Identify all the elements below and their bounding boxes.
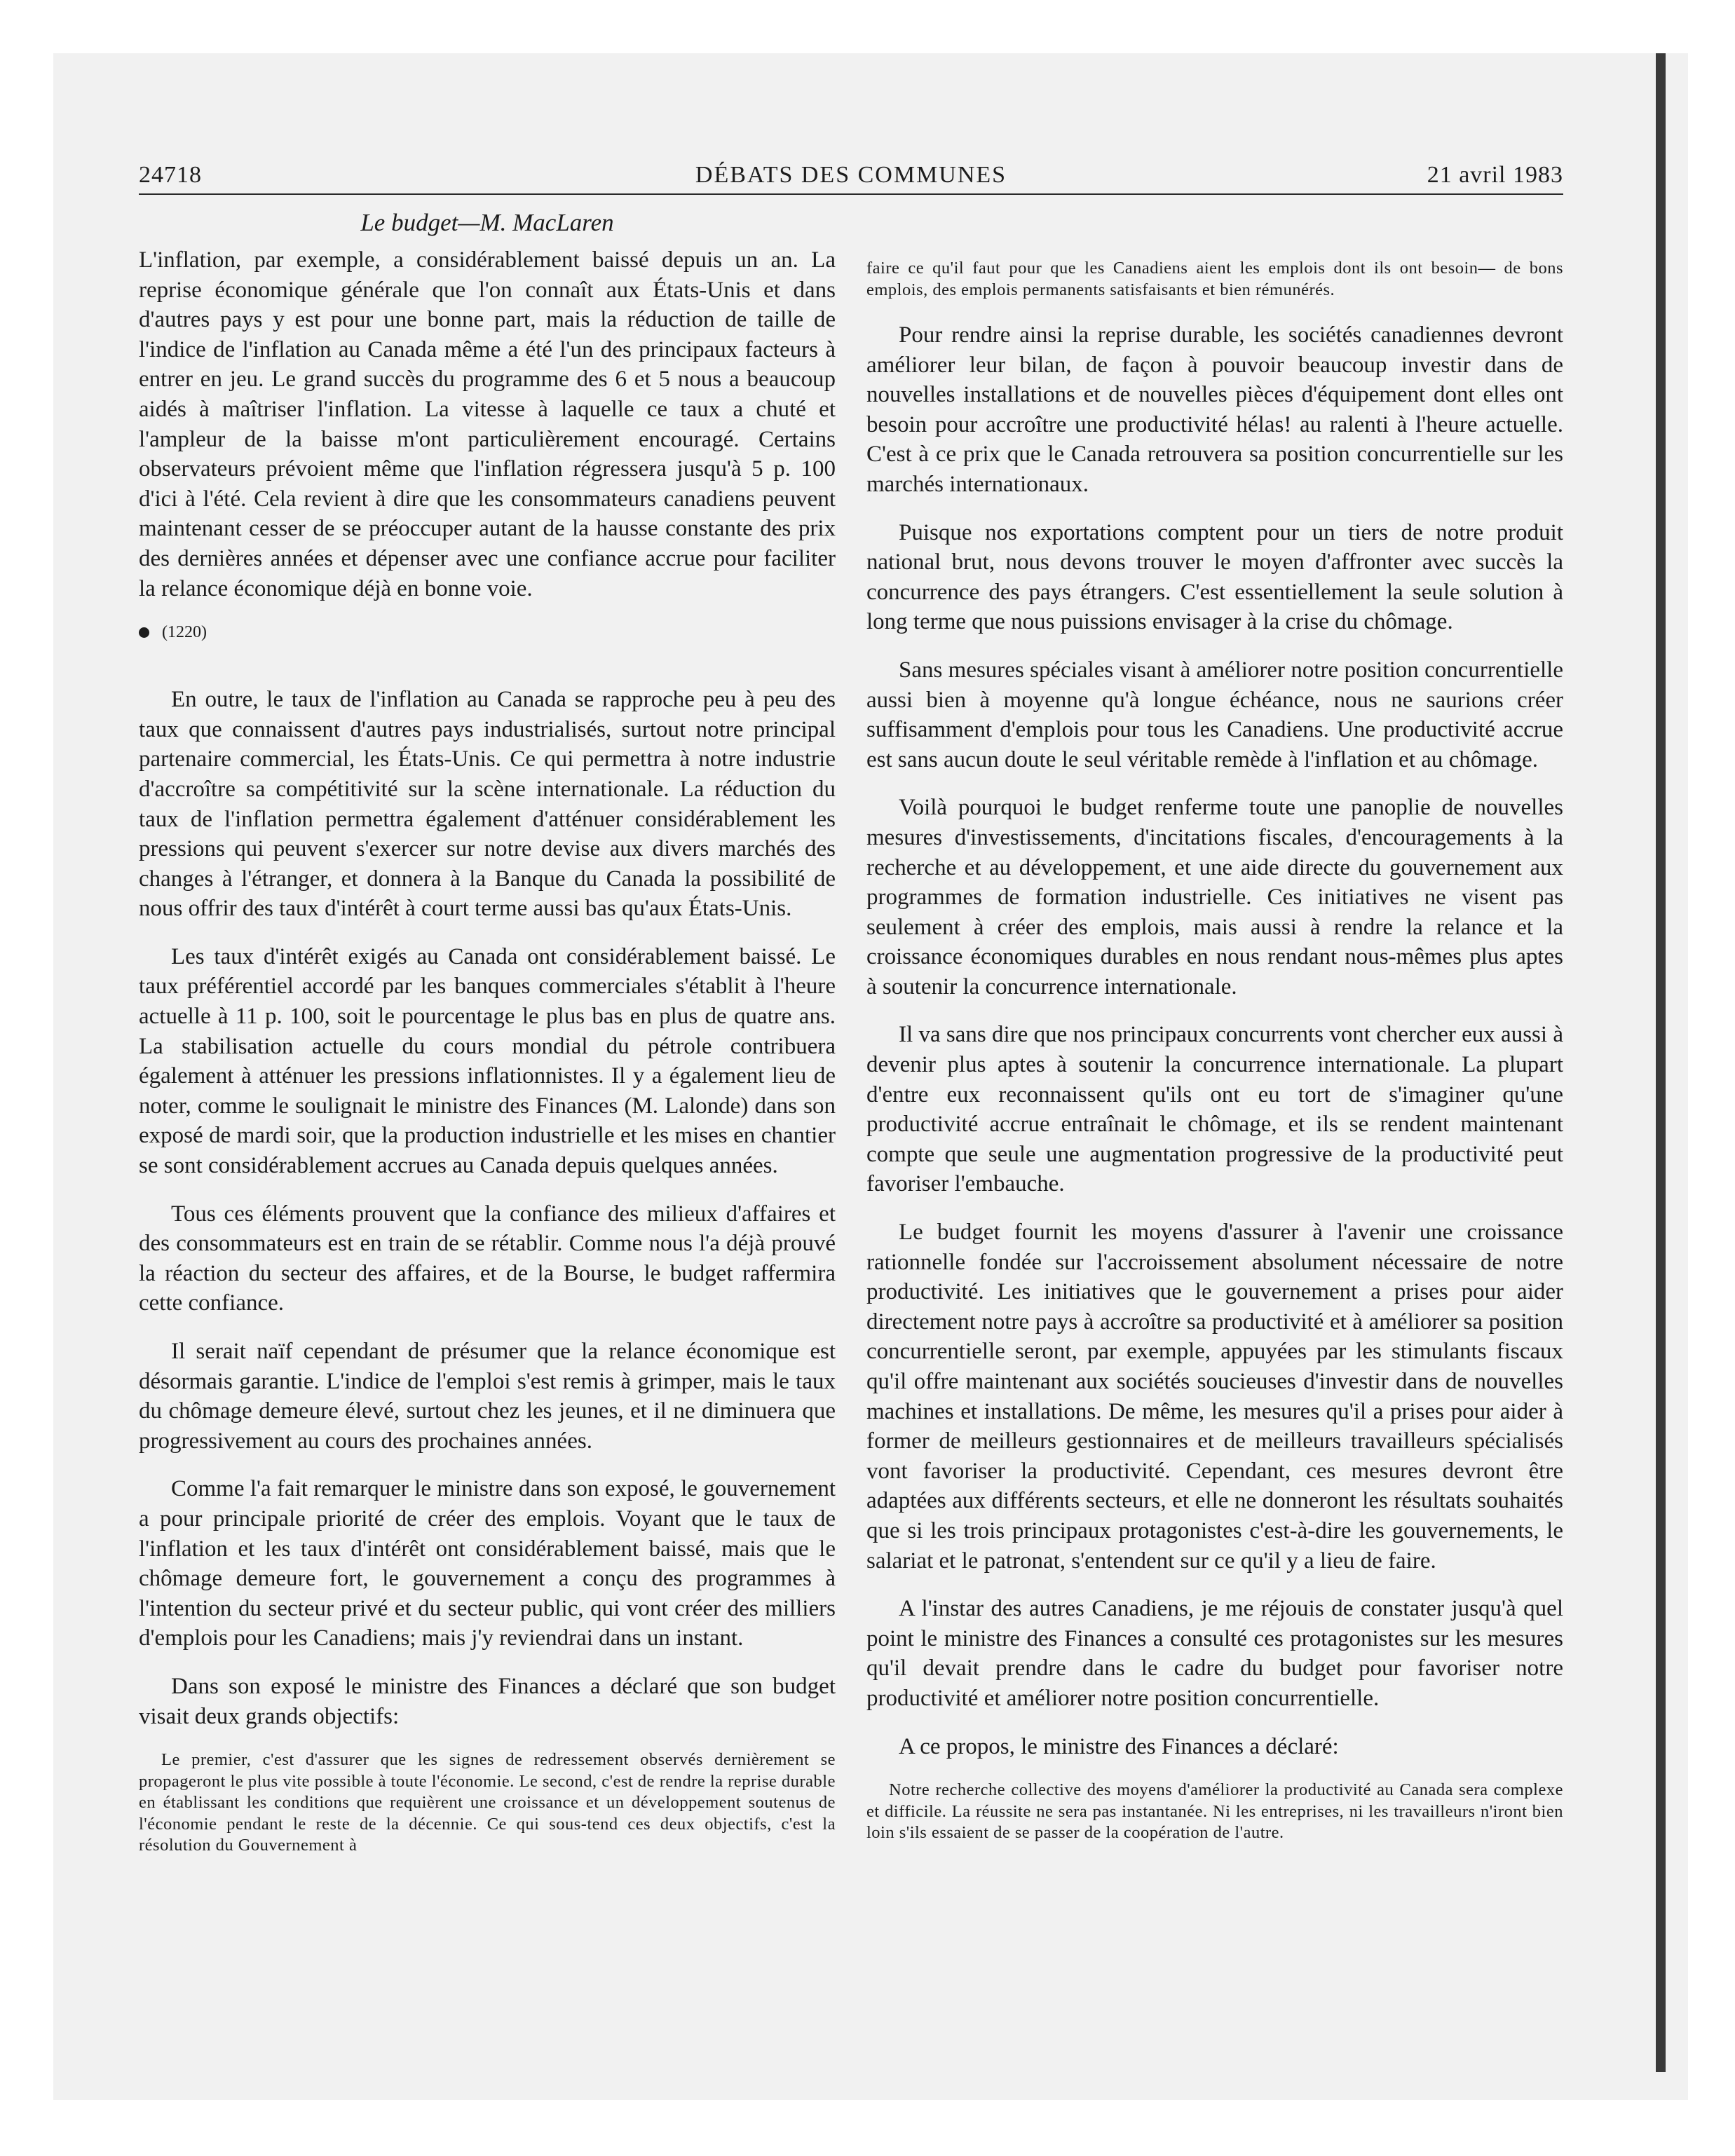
running-head: Le budget—M. MacLaren <box>360 209 614 236</box>
right-column <box>866 258 1563 1864</box>
paragraph: A ce propos, le ministre des Finances a déclaré: <box>899 1733 1339 1759</box>
paragraph: Comme l'a fait remarquer le ministre dans son exposé, le gouvernement a pour principale priorité de créer des emplois. Voyant que le taux de l'inflation et les taux d'intérêt ont considérablement baissé, mais que le chômage demeure fort, le gouvernement a conçu des programmes à l'intention du secteur privé et du secteur public, qui vont créer des milliers d'emplois pour les Canadiens; mais j'y reviendrai dans un instant. <box>139 1476 836 1651</box>
paragraph: Les taux d'intérêt exigés au Canada ont considérablement baissé. Le taux préférentiel accordé par les banques commerciales s'établit à l'heure actuelle à 11 p. 100, soit le pourcentage le plus bas en plus de quatre ans. La stabilisation actuelle du cours mondial du pétrole contribuera également à atténuer les pressions inflationnistes. Il y a également lieu de noter, comme le soulignait le ministre des Finances (M. Lalonde) dans son exposé de mardi soir, que la production industrielle et les mises en chantier se sont considérablement accrues au Canada depuis quelques années. <box>139 943 836 1179</box>
paragraph: Puisque nos exportations comptent pour un tiers de notre produit national brut, nous devons trouver le moyen d'affronter avec succès la concurrence des pays étrangers. C'est essentiellement la seule solution à long terme que nous puissions envisager à la crise du chômage. <box>866 519 1563 635</box>
paragraph: Il serait naïf cependant de présumer que la relance économique est désormais garantie. L'indice de l'emploi s'est remis à grimper, mais le taux du chômage demeure élevé, surtout chez les jeunes, et il ne diminuera que progressivement au cours des prochaines années. <box>139 1339 836 1454</box>
bullet-icon <box>139 627 149 638</box>
page-header <box>139 161 1563 195</box>
block-quote-continued: faire ce qu'il faut pour que les Canadiens aient les emplois dont ils ont besoin— de bons emplois, des emplois permanents satisfaisants et bien rémunérés. <box>866 259 1563 299</box>
sitting-date: 21 avril 1983 <box>1427 162 1563 188</box>
page-number: 24718 <box>139 162 202 188</box>
paragraph: Pour rendre ainsi la reprise durable, les sociétés canadiennes devront améliorer leur bilan, de façon à pouvoir beaucoup investir dans de nouvelles installations et de nouvelles pièces d'équipement dont elles ont besoin pour accroître une productivité hélas! au ralenti à l'heure actuelle. C'est à ce prix que le Canada retrouvera sa position concurrentielle sur les marchés internationaux. <box>866 322 1563 497</box>
block-quote: Le premier, c'est d'assurer que les signes de redressement observés dernièrement se propageront le plus vite possible à toute l'économie. Le second, c'est de rendre la reprise durable en établissant les conditions que requièrent une croissance et un développement soutenus de l'économie pendant le reste de la décennie. Ce qui sous-tend ces deux objectifs, c'est la résolution du Gouvernement à <box>139 1750 836 1855</box>
paragraph: L'inflation, par exemple, a considérablement baissé depuis un an. La reprise économique générale que l'on connaît aux États-Unis et dans d'autres pays y est pour une bonne part, mais la réduction de taille de l'indice de l'inflation au Canada même a été l'un des principaux facteurs à entrer en jeu. Le grand succès du programme des 6 et 5 nous a beaucoup aidés à maîtriser l'inflation. La vitesse à laquelle ce taux a chuté et l'ampleur de la baisse m'ont particulièrement encouragé. Certains observateurs prévoient même que l'inflation régressera jusqu'à 5 p. 100 d'ici à l'été. Cela revient à dire que les consommateurs canadiens peuvent maintenant cesser de se préoccuper autant de la hausse constante des prix des dernières années et dépenser avec une confiance accrue pour faciliter la relance économique déjà en bonne voie. <box>139 247 836 601</box>
time-marker <box>139 622 836 643</box>
paragraph: A l'instar des autres Canadiens, je me réjouis de constater jusqu'à quel point le ministre des Finances a consulté ces protagonistes sur les mesures qu'il devait prendre dans le cadre du budget pour favoriser notre productivité et améliorer notre position concurrentielle. <box>866 1596 1563 1711</box>
block-quote: Notre recherche collective des moyens d'améliorer la productivité au Canada sera complexe et difficile. La réussite ne sera pas instantanée. Ni les entreprises, ni les travailleurs n'iront bien loin s'ils essaient de se passer de la coopération de l'autre. <box>866 1780 1563 1843</box>
paragraph: Le budget fournit les moyens d'assurer à l'avenir une croissance rationnelle fondée sur l'accroissement absolument nécessaire de notre productivité. Les initiatives que le gouvernement a prises pour aider directement notre pays à accroître sa productivité et à améliorer sa position concurrentielle seront, par exemple, appuyées par les stimulants fiscaux qu'il offre maintenant aux sociétés soucieuses d'investir dans de nouvelles machines et installations. De même, les mesures qu'il a prises pour aider à former de meilleurs gestionnaires et de meilleurs travailleurs spécialisés vont favoriser la productivité. Cependant, ces mesures devront être adaptées aux différents secteurs, et elle ne donneront les résultats souhaités que si les trois principaux protagonistes c'est-à-dire les gouvernements, le salariat et le patronat, s'entendent sur ce qu'il y a lieu de faire. <box>866 1220 1563 1574</box>
time-marker-label: (1220) <box>162 623 207 642</box>
paragraph: Dans son exposé le ministre des Finances a déclaré que son budget visait deux grands objectifs: <box>139 1673 836 1729</box>
left-column <box>139 245 836 1876</box>
paragraph: En outre, le taux de l'inflation au Canada se rapproche peu à peu des taux que connaissent d'autres pays industrialisés, surtout notre principal partenaire commercial, les États-Unis. Ce qui permettra à notre industrie d'accroître sa compétitivité sur la scène internationale. La réduction du taux de l'inflation permettra également d'atténuer considérablement les pressions qui peuvent s'exercer sur notre devise aux divers marchés des changes à l'étranger, et donnera à la Banque du Canada la possibilité de nous offrir des taux d'intérêt à court terme aussi bas qu'aux États-Unis. <box>139 687 836 922</box>
paragraph: Tous ces éléments prouvent que la confiance des milieux d'affaires et des consommateurs est en train de se rétablir. Comme nous l'a déjà prouvé la réaction du secteur des affaires, et de la Bourse, le budget raffermira cette confiance. <box>139 1201 836 1316</box>
paragraph: Voilà pourquoi le budget renferme toute une panoplie de nouvelles mesures d'investissements, d'incitations fiscales, d'encouragements à la recherche et au développement, et une aide directe du gouvernement aux programmes de formation industrielle. Ces initiatives ne visent pas seulement à créer des emplois, mais aussi à rendre la relance et la croissance économiques durables en nous rendant nous-mêmes plus aptes à soutenir la concurrence internationale. <box>866 795 1563 999</box>
binding-edge <box>1656 53 1666 2072</box>
paragraph: Il va sans dire que nos principaux concurrents vont chercher eux aussi à devenir plus aptes à soutenir la concurrence internationale. La plupart d'entre eux reconnaissent qu'ils ont eu tort de s'imaginer qu'une productivité accrue entraînait le chômage, et ils se rendent maintenant compte que seule une augmentation progressive de la productivité peut favoriser l'embauche. <box>866 1022 1563 1197</box>
paragraph: Sans mesures spéciales visant à améliorer notre position concurrentielle aussi bien à moyenne qu'à longue échéance, nous ne saurions créer suffisamment d'emplois pour tous les Canadiens. Une productivité accrue est sans aucun doute le seul véritable remède à l'inflation et au chômage. <box>866 657 1563 772</box>
journal-title: DÉBATS DES COMMUNES <box>695 162 1007 188</box>
